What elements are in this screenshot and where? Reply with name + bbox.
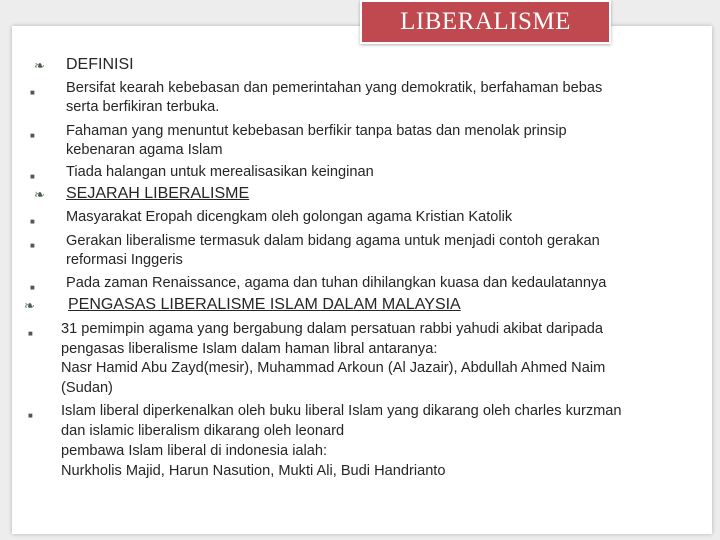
leaf-bullet-icon: ❧ bbox=[24, 298, 35, 313]
item-line: Masyarakat Eropah dicengkam oleh golongan agama Kristian Katolik bbox=[66, 209, 513, 225]
item-line: reformasi Inggeris bbox=[66, 252, 183, 268]
item-line: Nasr Hamid Abu Zayd(mesir), Muhammad Arkoun (Al Jazair), Abdullah Ahmed Naim bbox=[61, 360, 606, 376]
dot-bullet-icon: ■ bbox=[30, 283, 35, 292]
item-line: Bersifat kearah kebebasan dan pemerintahan yang demokratik, berfahaman bebas bbox=[66, 80, 603, 96]
dot-bullet-icon: ■ bbox=[30, 88, 35, 97]
heading-text: SEJARAH LIBERALISME bbox=[66, 185, 250, 202]
slide-title: LIBERALISME bbox=[400, 8, 571, 35]
item-line: Tiada halangan untuk merealisasikan keinginan bbox=[66, 164, 374, 180]
item-line: pengasas liberalisme Islam dalam haman libral antaranya: bbox=[61, 340, 438, 357]
leaf-bullet-icon: ❧ bbox=[34, 187, 45, 202]
item-line: Islam liberal diperkenalkan oleh buku liberal Islam yang dikarang oleh charles kurzman bbox=[61, 403, 622, 419]
item-line: kebenaran agama Islam bbox=[66, 142, 223, 158]
dot-bullet-icon: ■ bbox=[28, 329, 33, 338]
item-line: (Sudan) bbox=[61, 379, 113, 396]
dot-bullet-icon: ■ bbox=[30, 241, 35, 250]
item-line: dan islamic liberalism dikarang oleh leonard bbox=[61, 423, 345, 439]
dot-bullet-icon: ■ bbox=[30, 217, 35, 226]
item-line: Gerakan liberalisme termasuk dalam bidang agama untuk menjadi contoh gerakan bbox=[66, 233, 600, 249]
heading-text: DEFINISI bbox=[66, 56, 134, 73]
item-line: pembawa Islam liberal di indonesia ialah: bbox=[61, 443, 328, 459]
item-line: serta berfikiran terbuka. bbox=[66, 99, 220, 115]
dot-bullet-icon: ■ bbox=[30, 131, 35, 140]
dot-bullet-icon: ■ bbox=[28, 411, 33, 420]
item-line: Pada zaman Renaissance, agama dan tuhan dihilangkan kuasa dan kedaulatannya bbox=[66, 275, 607, 291]
heading-text: PENGASAS LIBERALISME ISLAM DALAM MALAYSIA bbox=[68, 296, 461, 313]
dot-bullet-icon: ■ bbox=[30, 172, 35, 181]
item-line: Fahaman yang menuntut kebebasan berfikir tanpa batas dan menolak prinsip bbox=[66, 123, 567, 139]
item-line: 31 pemimpin agama yang bergabung dalam persatuan rabbi yahudi akibat daripada bbox=[61, 321, 603, 337]
item-line: Nurkholis Majid, Harun Nasution, Mukti Ali, Budi Handrianto bbox=[61, 463, 446, 479]
leaf-bullet-icon: ❧ bbox=[34, 58, 45, 73]
